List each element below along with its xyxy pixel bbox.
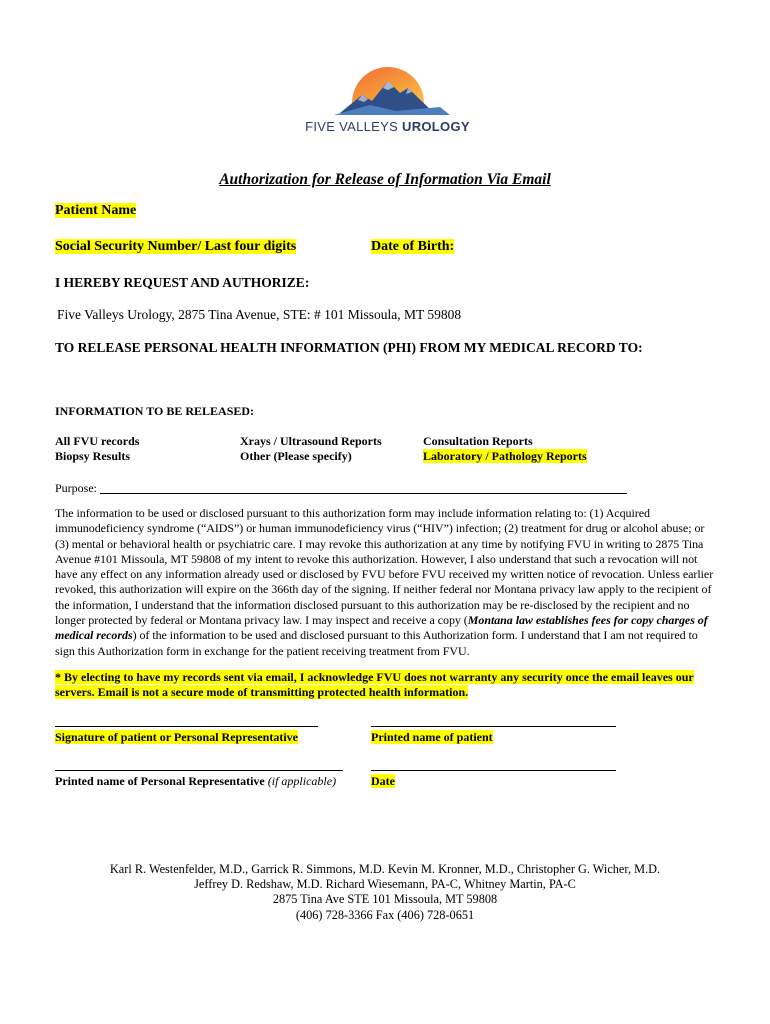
footer-phone-fax: (406) 728-3366 Fax (406) 728-0651 [295,907,475,922]
date-line[interactable] [371,770,616,771]
option-other[interactable]: Other (Please specify) [240,449,352,463]
option-biopsy-results[interactable]: Biopsy Results [55,449,131,463]
printed-patient-label: Printed name of patient [371,730,493,744]
purpose-label: Purpose: [55,481,97,495]
printed-patient-line[interactable] [371,726,616,727]
signature-label: Signature of patient or Personal Representative [55,730,298,744]
sun-mountain-logo-icon [300,55,475,121]
release-heading: TO RELEASE PERSONAL HEALTH INFORMATION (PHI) FROM MY MEDICAL RECORD TO: [55,340,643,355]
authorize-heading: I HEREBY REQUEST AND AUTHORIZE: [55,275,310,290]
practice-logo-text: FIVE VALLEYS UROLOGY [305,119,470,134]
info-options-col3 [423,434,587,464]
ssn-label: Social Security Number/ Last four digits [55,239,297,254]
purpose-input-line[interactable] [100,493,627,494]
option-xrays-ultrasound[interactable]: Xrays / Ultrasound Reports [240,434,382,448]
form-title: Authorization for Release of Information Via Email [219,171,551,188]
option-consultation-reports[interactable]: Consultation Reports [423,434,533,448]
printed-rep-line[interactable] [55,770,343,771]
dob-label: Date of Birth: [371,239,455,254]
footer [0,862,770,923]
footer-address: 2875 Tina Ave STE 101 Missoula, MT 59808 [272,892,498,907]
footer-providers-1: Karl R. Westenfelder, M.D., Garrick R. Simmons, M.D. Kevin M. Kronner, M.D., Christopher G. Wicher, M.D. [109,862,661,876]
info-heading: INFORMATION TO BE RELEASED: [55,404,255,418]
footer-providers-2: Jeffrey D. Redshaw, M.D. Richard Wiesemann, PA-C, Whitney Martin, PA-C [194,877,576,892]
info-options-col1 [55,434,139,464]
email-warning: * By electing to have my records sent via email, I acknowledge FVU does not warranty any security once the email leaves our servers. Email is not a secure mode of transmitting protected health information. [55,670,694,700]
signature-line[interactable] [55,726,318,727]
option-all-fvu-records[interactable]: All FVU records [55,434,140,448]
option-lab-pathology[interactable]: Laboratory / Pathology Reports [423,449,587,463]
practice-logo [300,55,475,140]
date-label: Date [371,774,395,788]
legal-paragraph: The information to be used or disclosed pursuant to this authorization form may include information relating to: (1) Acquired immunodeficiency syndrome (“AIDS”) or human immunodeficiency virus (“HIV”) infection; (2) treatment for drug or alcohol abuse; or (3) mental or behavioral health or psychiatric care. I may revoke this authorization at any time by notifying FVU in writing to 2875 Tina Avenue #101 Missoula, MT 59808 of my intent to revoke this authorization. However, I also understand that such a revocation will not have any effect on any information already used or disclosed by FVU before FVU received my written notice of revocation. Unless earlier revoked, this authorization will expire on the 366th day of the signing. If neither federal nor Montana privacy law apply to the recipient of the information, I understand that the information disclosed pursuant to this authorization may be re-disclosed by the recipient and no longer protected by federal or Montana privacy law. I may inspect and receive a copy (Montana law establishes fees for copy charges of medical records) of the information to be used and disclosed pursuant to this Authorization form. I understand that I am not required to sign this Authorization form in exchange for the patient receiving treatment from FVU. [55,506,714,658]
printed-rep-label: Printed name of Personal Representative (if applicable) [55,774,337,788]
practice-address: Five Valleys Urology, 2875 Tina Avenue, STE: # 101 Missoula, MT 59808 [57,307,462,322]
patient-name-label: Patient Name [55,203,137,218]
info-options-col2 [240,434,382,464]
